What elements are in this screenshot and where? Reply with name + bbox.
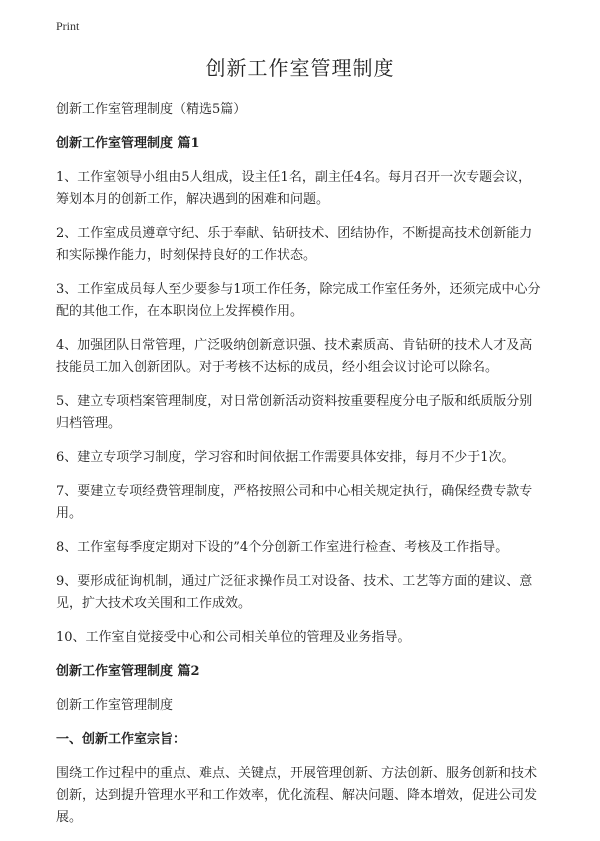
section-2-body: 围绕工作过程中的重点、难点、关键点，开展管理创新、方法创新、服务创新和技术创新，达到提升管理水平和工作效率，优化流程、解决问题、降本增效，促进公司发展。	[56, 766, 538, 825]
document-body	[56, 48, 544, 841]
document-title: 创新工作室管理制度	[205, 56, 395, 80]
list-item: 5、建立专项档案管理制度，对日常创新活动资料按重要程度分电子版和纸质版分别归档管理。	[56, 394, 533, 431]
list-item: 6、建立专项学习制度，学习容和时间依据工作需要具体安排，每月不少于1次。	[56, 450, 515, 465]
section-2-subheading: 一、创新工作室宗旨：	[56, 732, 187, 747]
list-item: 2、工作室成员遵章守纪、乐于奉献、钻研技术、团结协作，不断提高技术创新能力和实际操作能力，时刻保持良好的工作状态。	[56, 226, 533, 263]
list-item: 8、工作室每季度定期对下设的”4个分创新工作室进行检查、考核及工作指导。	[56, 540, 509, 555]
section-2-intro: 创新工作室管理制度	[56, 698, 174, 713]
list-item: 7、要建立专项经费管理制度，严格按照公司和中心相关规定执行，确保经费专款专用。	[56, 484, 533, 521]
print-link[interactable]: Print	[56, 19, 80, 33]
section-1-heading: 创新工作室管理制度 篇1	[56, 136, 200, 151]
section-1-list	[56, 167, 544, 649]
document-subtitle: 创新工作室管理制度（精选5篇）	[56, 102, 247, 117]
list-item: 4、加强团队日常管理，广泛吸纳创新意识强、技术素质高、肯钻研的技术人才及高技能员工加入创新团队。对于考核不达标的成员，经小组会议讨论可以除名。	[56, 338, 533, 375]
list-item: 3、工作室成员每人至少要参与1项工作任务，除完成工作室任务外，还须完成中心分配的其他工作，在本职岗位上发挥模作用。	[56, 282, 541, 319]
list-item: 1、工作室领导小组由5人组成，设主任1名，副主任4名。每月召开一次专题会议，筹划本月的创新工作，解决遇到的困难和问题。	[56, 170, 532, 207]
list-item: 10、工作室自觉接受中心和公司相关单位的管理及业务指导。	[56, 630, 411, 645]
list-item: 9、要形成征询机制，通过广泛征求操作员工对设备、技术、工艺等方面的建议、意见，扩大技术攻关围和工作成效。	[56, 574, 533, 611]
section-2-heading: 创新工作室管理制度 篇2	[56, 664, 200, 679]
